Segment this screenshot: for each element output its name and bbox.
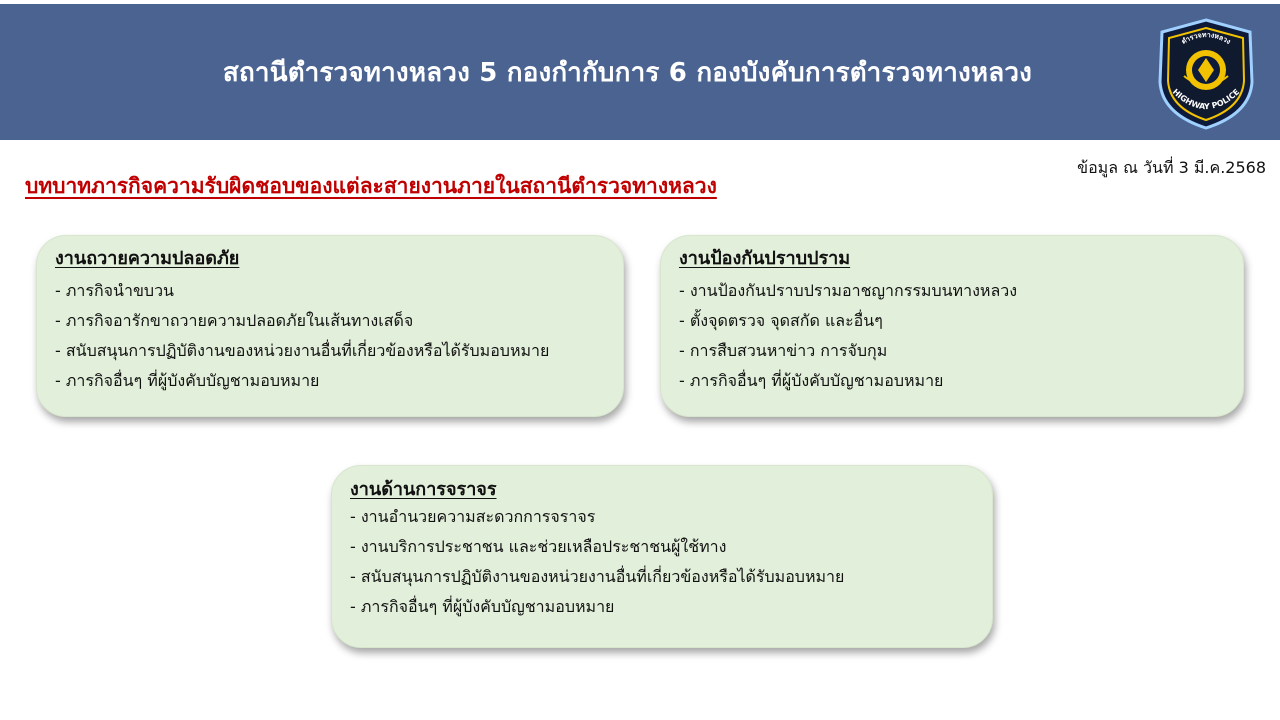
list-item: - งานอำนวยความสะดวกการจราจร (350, 507, 596, 526)
card-crime-prevention (660, 235, 1244, 417)
highway-police-badge-icon (1154, 18, 1258, 130)
list-item: - การสืบสวนหาข่าว การจับกุม (679, 341, 888, 360)
header-banner (0, 4, 1280, 140)
list-item: - ภารกิจอื่นๆ ที่ผู้บังคับบัญชามอบหมาย (55, 371, 320, 390)
card-title: งานด้านการจราจร (350, 479, 497, 500)
card-title: งานถวายความปลอดภัย (55, 248, 240, 269)
list-item: - งานป้องกันปราบปรามอาชญากรรมบนทางหลวง (679, 281, 1018, 300)
card-traffic (331, 465, 993, 648)
badge-bottom-text: HIGHWAY POLICE (1170, 87, 1242, 112)
card-title: งานป้องกันปราบปราม (679, 248, 851, 269)
list-item: - สนับสนุนการปฏิบัติงานของหน่วยงานอื่นที่เกี่ยวข้องหรือได้รับมอบหมาย (55, 341, 550, 360)
list-item: - ภารกิจอื่นๆ ที่ผู้บังคับบัญชามอบหมาย (350, 597, 615, 616)
list-item: - ภารกิจอื่นๆ ที่ผู้บังคับบัญชามอบหมาย (679, 371, 944, 390)
list-item: - สนับสนุนการปฏิบัติงานของหน่วยงานอื่นที่เกี่ยวข้องหรือได้รับมอบหมาย (350, 567, 845, 586)
data-date-note: ข้อมูล ณ วันที่ 3 มี.ค.2568 (1077, 158, 1266, 177)
list-item: - งานบริการประชาชน และช่วยเหลือประชาชนผู้ใช้ทาง (350, 537, 727, 556)
list-item: - ภารกิจอารักขาถวายความปลอดภัยในเส้นทางเสด็จ (55, 311, 414, 330)
section-subtitle: บทบาทภารกิจความรับผิดชอบของแต่ละสายงานภายในสถานีตำรวจทางหลวง (25, 174, 717, 198)
badge-top-text: ตำรวจทางหลวง (1180, 30, 1232, 46)
page-title: สถานีตำรวจทางหลวง 5 กองกำกับการ 6 กองบังคับการตำรวจทางหลวง (222, 57, 1033, 88)
card-task-list (55, 276, 605, 396)
list-item: - ภารกิจนำขบวน (55, 281, 174, 300)
card-task-list (350, 502, 974, 622)
card-task-list (679, 276, 1225, 396)
card-royal-security (36, 235, 624, 417)
list-item: - ตั้งจุดตรวจ จุดสกัด และอื่นๆ (679, 311, 883, 330)
